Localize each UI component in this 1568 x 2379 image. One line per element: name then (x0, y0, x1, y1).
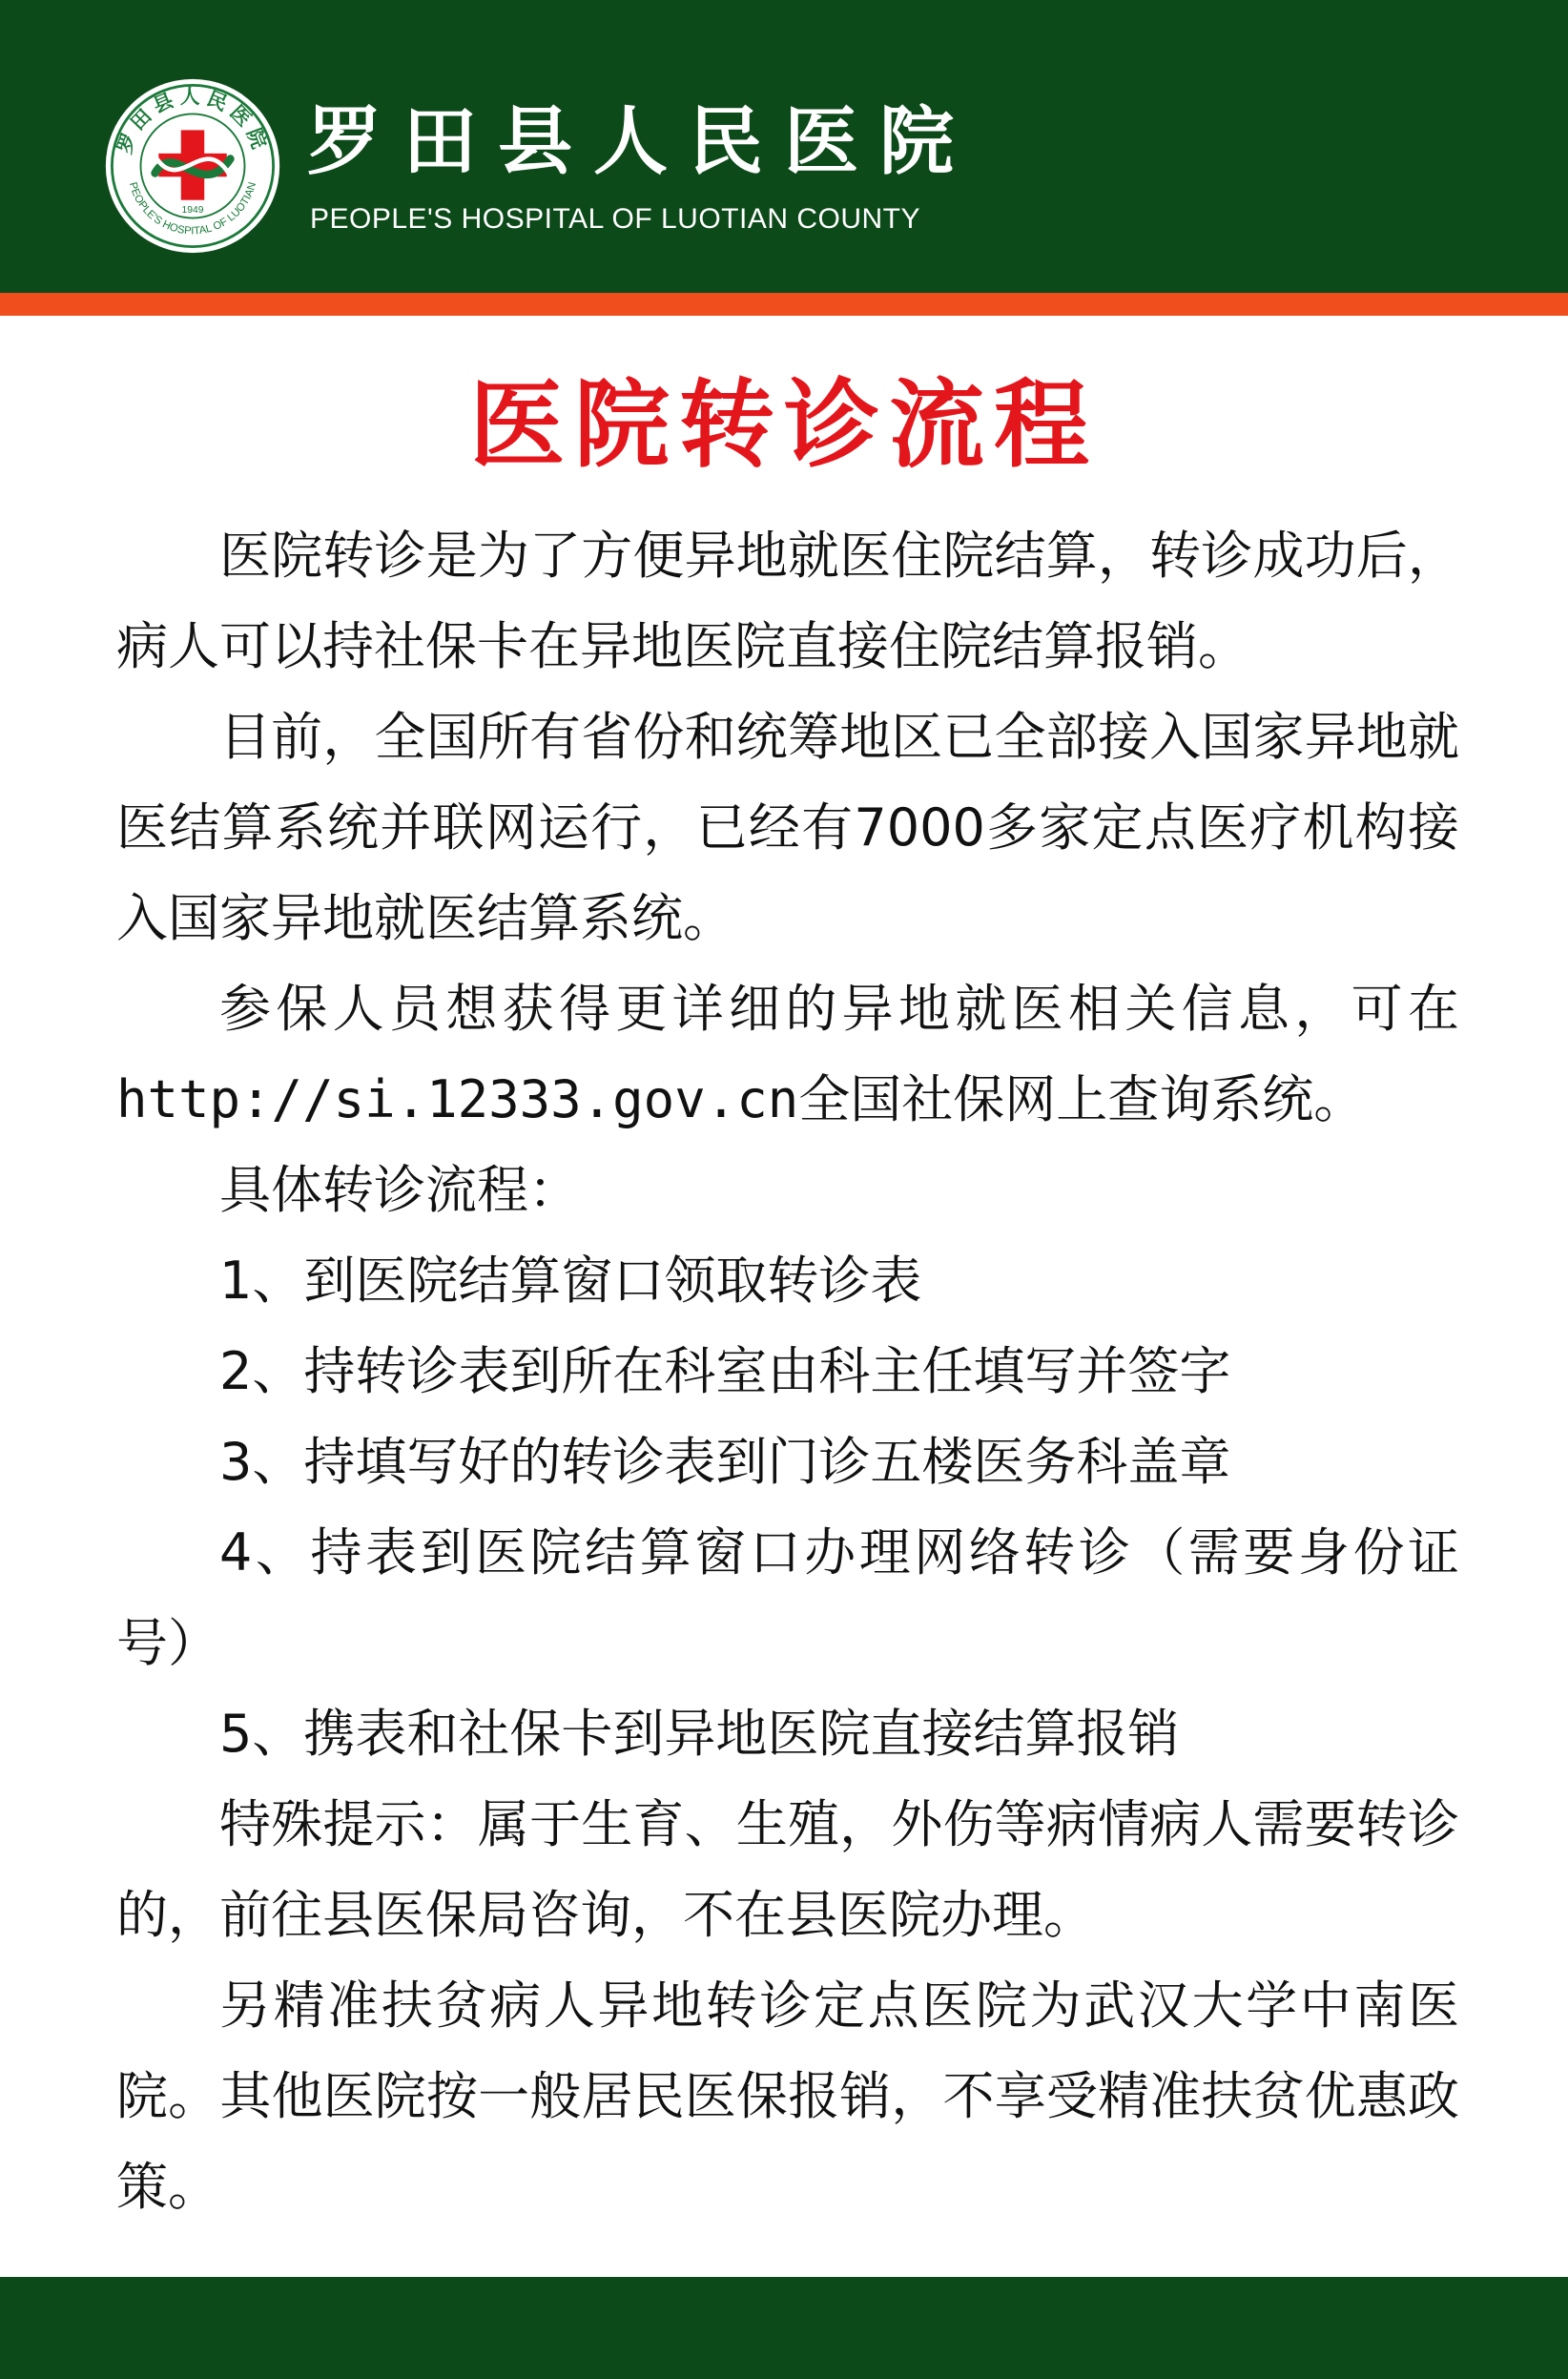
info-url: http://si.12333.gov.cn (116, 1069, 799, 1129)
process-step-1: 1、到医院结算窗口领取转诊表 (219, 1251, 922, 1311)
footer-banner (0, 2277, 1568, 2379)
process-step-3: 3、持填写好的转诊表到门诊五楼医务科盖章 (219, 1432, 1231, 1492)
page-title: 医院转诊流程 (469, 368, 1099, 481)
info-text: 参保人员想获得更详细的异地就医相关信息，可在 (219, 979, 1459, 1039)
header-banner (0, 0, 1568, 293)
process-step-4: 4、持表到医院结算窗口办理网络转诊（需要身份证号） (116, 1522, 1459, 1673)
logo-ring-text-en: PEOPLE'S HOSPITAL OF LUOTIAN (126, 180, 259, 238)
hospital-name-cn: 罗田县人民医院 (307, 98, 976, 185)
process-heading: 具体转诊流程： (219, 1160, 580, 1220)
note-poverty: 另精准扶贫病人异地转诊定点医院为武汉大学中南医院。其他医院按一般居民医保报销，不享受精准扶贫优惠政策。 (116, 1976, 1459, 2217)
logo-year: 1949 (181, 204, 204, 216)
hospital-logo (103, 76, 282, 256)
hospital-name-en: PEOPLE'S HOSPITAL OF LUOTIAN COUNTY (310, 203, 921, 235)
paragraph-intro: 医院转诊是为了方便异地就医住院结算，转诊成功后，病人可以持社保卡在异地医院直接住院结算报销。 (116, 526, 1459, 676)
notice-body (116, 510, 1459, 2232)
logo-ring-text-cn: 罗田县人民医院 (113, 85, 273, 157)
info-suffix: 全国社保网上查询系统。 (798, 1069, 1366, 1129)
process-step-5: 5、携表和社保卡到异地医院直接结算报销 (219, 1704, 1180, 1764)
paragraph-status: 目前，全国所有省份和统筹地区已全部接入国家异地就医结算系统并联网运行，已经有7000多家定点医疗机构接入国家异地就医结算系统。 (116, 707, 1459, 948)
hospital-emblem-icon (103, 76, 282, 256)
paragraph-info (116, 963, 1459, 1145)
header-divider-stripe (0, 293, 1568, 316)
note-special: 特殊提示：属于生育、生殖，外伤等病情病人需要转诊的，前往县医保局咨询，不在县医院办理。 (116, 1794, 1459, 1945)
process-step-2: 2、持转诊表到所在科室由科主任填写并签字 (219, 1341, 1231, 1401)
